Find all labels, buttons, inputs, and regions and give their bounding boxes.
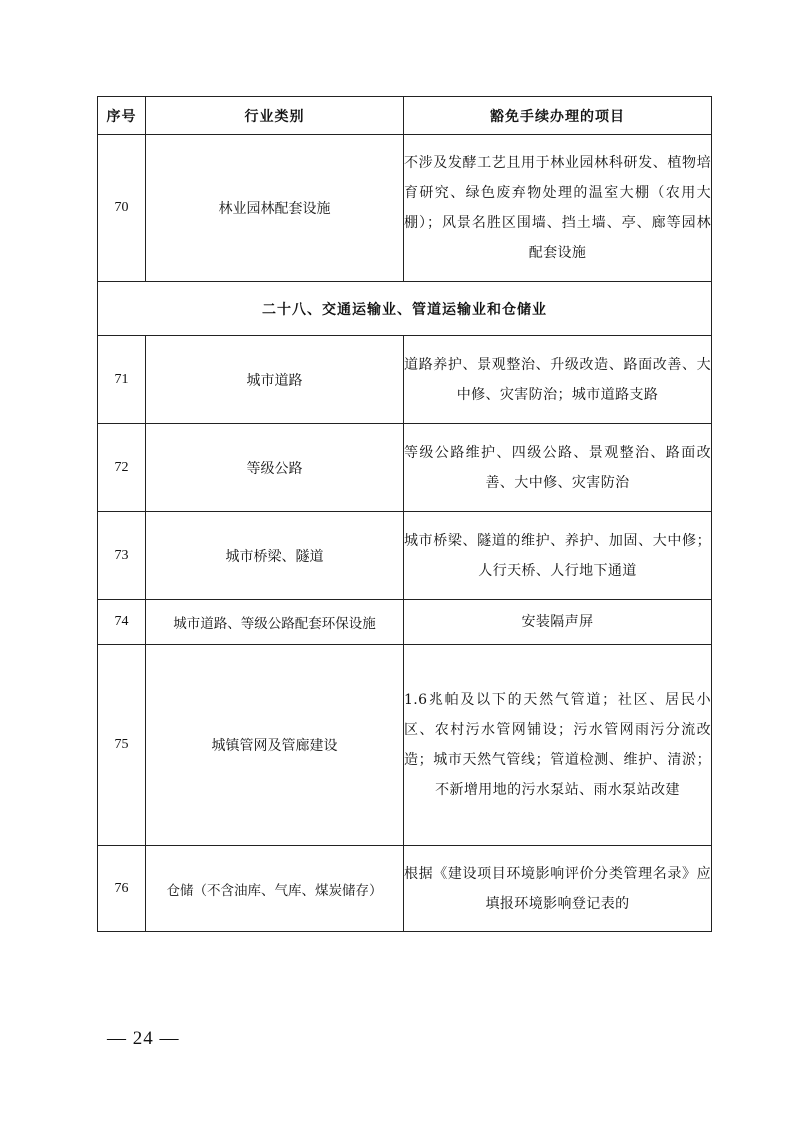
header-category: 行业类别	[146, 97, 404, 135]
row-category: 等级公路	[146, 424, 404, 512]
table-row	[98, 135, 712, 282]
row-items: 城市桥梁、隧道的维护、养护、加固、大中修；人行天桥、人行地下通道	[404, 512, 712, 600]
row-category: 城市桥梁、隧道	[146, 512, 404, 600]
section-title: 二十八、交通运输业、管道运输业和仓储业	[98, 282, 712, 336]
row-items: 1.6兆帕及以下的天然气管道；社区、居民小区、农村污水管网铺设；污水管网雨污分流改造；城市天然气管线；管道检测、维护、清淤；不新增用地的污水泵站、雨水泵站改建	[404, 645, 712, 846]
row-number: 75	[98, 645, 146, 846]
table-row	[98, 424, 712, 512]
table-row	[98, 846, 712, 932]
row-category: 城市道路、等级公路配套环保设施	[146, 600, 404, 645]
row-number: 74	[98, 600, 146, 645]
table-row	[98, 600, 712, 645]
header-items: 豁免手续办理的项目	[404, 97, 712, 135]
row-number: 73	[98, 512, 146, 600]
table-header-row	[98, 97, 712, 135]
row-items: 等级公路维护、四级公路、景观整治、路面改善、大中修、灾害防治	[404, 424, 712, 512]
row-items: 道路养护、景观整治、升级改造、路面改善、大中修、灾害防治；城市道路支路	[404, 336, 712, 424]
table-row	[98, 336, 712, 424]
row-category: 城镇管网及管廊建设	[146, 645, 404, 846]
exemption-table	[97, 96, 712, 932]
row-items: 不涉及发酵工艺且用于林业园林科研发、植物培育研究、绿色废弃物处理的温室大棚（农用大棚）；风景名胜区围墙、挡土墙、亭、廊等园林配套设施	[404, 135, 712, 282]
table-row	[98, 512, 712, 600]
row-number: 72	[98, 424, 146, 512]
row-category: 林业园林配套设施	[146, 135, 404, 282]
page-number: — 24 —	[107, 1028, 180, 1049]
header-number: 序号	[98, 97, 146, 135]
row-number: 70	[98, 135, 146, 282]
row-category: 城市道路	[146, 336, 404, 424]
row-number: 71	[98, 336, 146, 424]
table-row	[98, 645, 712, 846]
section-row	[98, 282, 712, 336]
row-items: 根据《建设项目环境影响评价分类管理名录》应填报环境影响登记表的	[404, 846, 712, 932]
row-number: 76	[98, 846, 146, 932]
row-items: 安装隔声屏	[404, 600, 712, 645]
row-category: 仓储（不含油库、气库、煤炭储存）	[146, 846, 404, 932]
